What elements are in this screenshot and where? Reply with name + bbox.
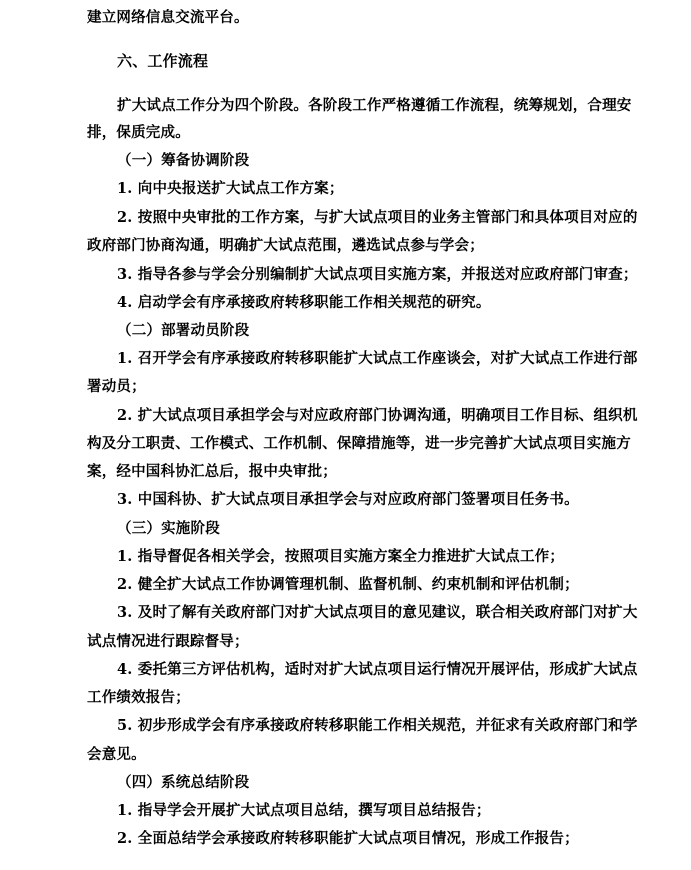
section-heading-workflow: 六、工作流程 [117, 52, 209, 70]
list-item: 3. 中国科协、扩大试点项目承担学会与对应政府部门签署项目任务书。 [117, 491, 579, 508]
list-item: 2. 健全扩大试点工作协调管理机制、监督机制、约束机制和评估机制； [117, 576, 579, 593]
paragraph-line: 排，保质完成。 [87, 124, 190, 141]
list-item: 4. 委托第三方评估机构，适时对扩大试点项目运行情况开展评估，形成扩大试点 [117, 661, 638, 678]
list-item-continuation: 署动员； [87, 378, 146, 395]
list-item: 2. 按照中央审批的工作方案，与扩大试点项目的业务主管部门和具体项目对应的 [117, 209, 638, 226]
list-item-continuation: 案，经中国科协汇总后，报中央审批； [87, 463, 337, 480]
paragraph-line: 建立网络信息交流平台。 [87, 9, 249, 26]
list-item: 1. 指导学会开展扩大试点项目总结，撰写项目总结报告； [117, 802, 491, 819]
subsection-heading-mobilization: （二）部署动员阶段 [117, 322, 250, 339]
list-item: 1. 召开学会有序承接政府转移职能扩大试点工作座谈会，对扩大试点工作进行部 [117, 350, 638, 367]
list-item: 3. 及时了解有关政府部门对扩大试点项目的意见建议，联合相关政府部门对扩大 [117, 604, 638, 621]
list-item-continuation: 工作绩效报告； [87, 689, 190, 706]
subsection-heading-preparation: （一）筹备协调阶段 [117, 152, 250, 169]
list-item-continuation: 政府部门协商沟通，明确扩大试点范围，遴选试点参与学会； [87, 237, 484, 254]
list-item: 3. 指导各参与学会分别编制扩大试点项目实施方案，并报送对应政府部门审查； [117, 266, 638, 283]
list-item-continuation: 试点情况进行跟踪督导； [87, 633, 249, 650]
list-item-continuation: 会意见。 [87, 746, 146, 763]
subsection-heading-summary: （四）系统总结阶段 [117, 774, 250, 791]
list-item-continuation: 构及分工职责、工作模式、工作机制、保障措施等，进一步完善扩大试点项目实施方 [87, 435, 631, 452]
list-item: 2. 全面总结学会承接政府转移职能扩大试点项目情况，形成工作报告； [117, 830, 579, 847]
list-item: 1. 向中央报送扩大试点工作方案； [117, 180, 344, 197]
paragraph-line: 扩大试点工作分为四个阶段。各阶段工作严格遵循工作流程，统筹规划，合理安 [117, 97, 632, 114]
list-item: 4. 启动学会有序承接政府转移职能工作相关规范的研究。 [117, 294, 491, 311]
subsection-heading-implementation: （三）实施阶段 [117, 520, 220, 537]
list-item: 5. 初步形成学会有序承接政府转移职能工作相关规范，并征求有关政府部门和学 [117, 717, 638, 734]
list-item: 2. 扩大试点项目承担学会与对应政府部门协调沟通，明确项目工作目标、组织机 [117, 407, 638, 424]
list-item: 1. 指导督促各相关学会，按照项目实施方案全力推进扩大试点工作； [117, 548, 565, 565]
